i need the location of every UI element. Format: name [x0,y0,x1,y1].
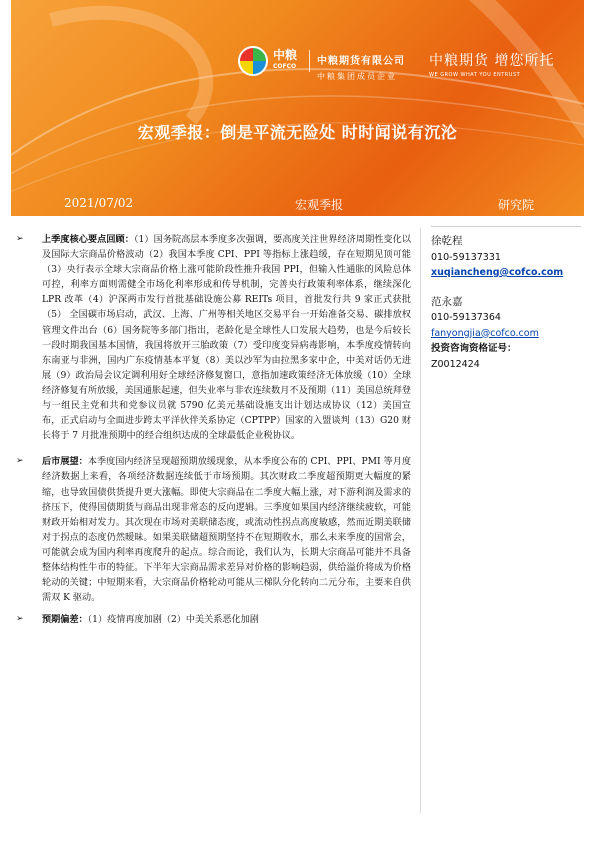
report-title: 宏观季报：倒是平流无险处 时时闻说有沉沦 [137,123,458,142]
bullet-risk-text: （1）疫情再度加剧（2）中美关系恶化加剧 [87,615,259,626]
author-name: 徐乾程 [431,235,463,247]
company-block [317,52,405,82]
author-phone: 010-59137364 [431,312,501,323]
bullet-risk [16,612,411,628]
report-category: 宏观季报 [295,198,344,212]
bullet-outlook-lead: 后市展望： [42,456,88,468]
report-department: 研究院 [498,198,535,212]
slogan-block [429,50,554,78]
license-number: Z0012424 [431,358,480,370]
banner-swirl-decoration [11,0,584,216]
cofco-logo [238,46,297,76]
bullet-review [16,232,411,444]
author-email-link[interactable]: xuqiancheng@cofco.com [431,267,564,278]
license-label: 投资咨询资格证号： [431,343,517,354]
bullet-risk-lead: 预期偏差： [42,614,88,626]
column-divider [420,228,421,813]
company-name: 中粮期货有限公司 [317,56,405,67]
author-email-link[interactable]: fanyongjia@cofco.com [431,327,539,339]
author-phone: 010-59137331 [431,251,501,263]
arrow-right-triangle-icon: ➢ [16,456,24,467]
slogan-en: WE GROW WHAT YOU ENTRUST [429,72,521,78]
header-banner [11,0,584,216]
bullet-review-lead: 上季度核心要点回顾： [42,234,134,245]
bullet-review-text: （1）国务院高层本季度多次强调，要高度关注世界经济周期性变化以及国际大宗商品价格波动（2）我国本季度 CPI、PPI 等指标上涨趋缓，存在短期见顶可能（3）央行表示全球大宗商品价格上涨可能阶段性推升我国 PPI，但输入性通胀的风险总体可控，利率方面则需健全市场化利率形成和传导机制，完善央行政策利率体系，继续深化 LPR 改革（4）沪深两市发行首批基础设施公募 REITs 项目，首批发行共 9 家正式获批（5） 全国碳市场启动，武汉、上海、广州等相关地区交易平台一开始准备交易、碳排放权管理文件出台（6）国务院等多部门指出，老龄化是全球性人口发展大趋势，也是今后较长一段时期我国基本国情，我国将放开三胎政策（7）受印度变异病毒影响，本季度疫情转向东南亚与非洲，国内广东疫情基本平复（8）美以沙军为由拉黑多家中企，中美对话仍无进展（9）政治局会议定调利用好全球经济修复窗口，意指加速政策经济无体放缓（10）全球经济修复有所放缓，美国通胀起速，但失业率与非农连续数月不及预期（11）美国总统拜登与一组民主党和共和党参议员就 5790 亿美元基础设施支出计划达成协议（12）美国宣布，正式启动与全面进步跨太平洋伙伴关系协定（CPTPP）国家的入盟谈判（13）G20 财长将于 7 月批准预期中的经合组织达成的全球最低企业税协议。 [42,235,411,442]
logo-divider [309,50,310,72]
author-sidebar [431,234,581,372]
author-name: 范永嘉 [431,295,463,308]
arrow-right-triangle-icon: ➢ [16,234,24,244]
company-subtitle: 中粮集团成员企业 [317,72,397,81]
report-date: 2021/07/02 [64,196,134,210]
logo-en-text: COFCO [273,63,297,70]
arrow-right-triangle-icon: ➢ [16,614,24,625]
bullet-outlook-text: 本季度国内经济呈现超预期放缓现象，从本季度公布的 CPI、PPI、PMI 等月度经济数据上来看，各项经济数据连续低于市场预期。其次财政二季度超预期更大幅度的紧缩，也导致国债供货提升更大涨幅。即使大宗商品在二季度大幅上涨，对下游利润及需求的挤压下，使得国债期货与商品出现非常态的反向逻辑。三季度如果国内经济继续疲软，可能财政开始相对发力。其次现在市场对美联储态度，或流动性拐点高度敏感，然而近期美联储对于拐点的态度仍然暧昧。如果美联储超预期坚持不在短期收水，那么未来季度的国常会，可能就会成为国内利率再度爬升的起点。综合而论，我们认为，长期大宗商品可能并不具备整体结构性牛市的特征。下半年大宗商品需求差异对价格的影响趋弱，供给溢价将成为价格轮动的关键；中短期来看，大宗商品价格轮动可能从三梯队分化转向二元分布，主要来自供需双 K 驱动。 [42,457,412,604]
bullet-outlook [16,454,411,606]
cofco-logo-icon [238,46,268,76]
logo-cn-text: 中粮 [273,48,298,62]
sidebar-rule-top [431,226,581,227]
slogan-cn: 中粮期货 增您所托 [429,53,555,69]
main-content [16,232,411,634]
